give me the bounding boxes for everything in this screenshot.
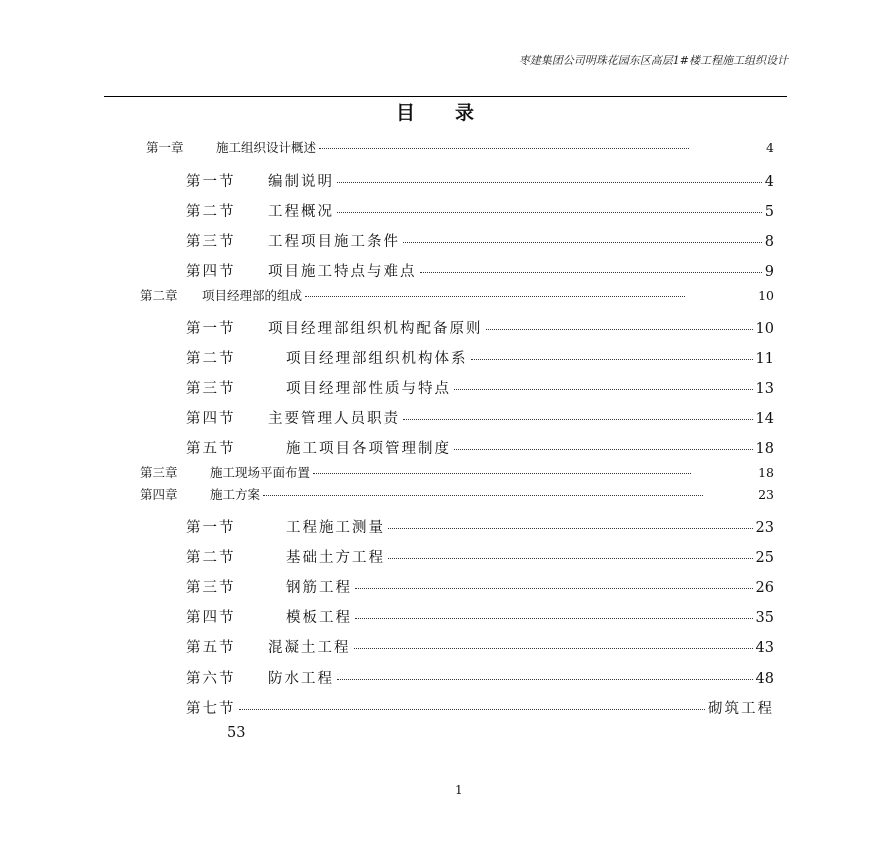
leader-dots xyxy=(319,148,689,149)
toc-section[interactable] xyxy=(186,317,774,338)
section-title: 混凝土工程 xyxy=(268,640,351,656)
section-title: 工程项目施工条件 xyxy=(268,234,400,250)
section-number: 第三节 xyxy=(186,381,236,397)
page-ref: 11 xyxy=(755,351,774,367)
toc-section[interactable] xyxy=(186,347,774,368)
toc-section[interactable] xyxy=(186,667,774,688)
leader-dots xyxy=(354,648,753,649)
page-ref: 5 xyxy=(764,204,774,220)
toc-section[interactable] xyxy=(186,407,774,428)
section-title: 钢筋工程 xyxy=(286,580,352,596)
toc-chapter-1[interactable] xyxy=(146,138,774,156)
leader-dots xyxy=(420,272,762,273)
toc-section[interactable] xyxy=(186,697,774,718)
section-number: 第二节 xyxy=(186,351,236,367)
chapter-number: 第一章 xyxy=(146,140,184,155)
section-title: 工程施工测量 xyxy=(286,520,385,536)
section-title: 施工项目各项管理制度 xyxy=(286,441,451,457)
leader-dots xyxy=(355,588,753,589)
chapter-number: 第二章 xyxy=(140,288,178,303)
section-title: 主要管理人员职责 xyxy=(268,411,400,427)
section-title: 砌筑工程 xyxy=(708,701,774,717)
page-ref: 4 xyxy=(764,174,774,190)
leader-dots xyxy=(403,419,753,420)
page-ref: 43 xyxy=(755,640,774,656)
page-ref: 18 xyxy=(758,465,774,480)
section-title: 基础土方工程 xyxy=(286,550,385,566)
toc-section[interactable] xyxy=(186,606,774,627)
chapter-number: 第四章 xyxy=(140,487,178,502)
leader-dots xyxy=(388,528,753,529)
chapter-title: 施工方案 xyxy=(210,487,261,502)
leader-dots xyxy=(337,679,753,680)
toc-title: 目录 xyxy=(395,102,514,124)
leader-dots xyxy=(305,296,685,297)
section-title: 项目施工特点与难点 xyxy=(268,264,417,280)
page-ref: 8 xyxy=(764,234,774,250)
toc-section[interactable] xyxy=(186,636,774,657)
page-ref: 26 xyxy=(755,580,774,596)
toc-section[interactable] xyxy=(186,200,774,221)
chapter-number: 第三章 xyxy=(140,465,178,480)
leader-dots xyxy=(454,389,753,390)
toc-section[interactable] xyxy=(186,230,774,251)
section-number: 第四节 xyxy=(186,610,236,626)
section-number: 第六节 xyxy=(186,671,236,687)
leader-dots xyxy=(388,558,753,559)
toc-section[interactable] xyxy=(186,260,774,281)
chapter-title: 施工组织设计概述 xyxy=(216,140,317,155)
section-number: 第四节 xyxy=(186,264,236,280)
page-ref: 35 xyxy=(755,610,774,626)
page-ref: 14 xyxy=(755,411,774,427)
section-number: 第二节 xyxy=(186,550,236,566)
leader-dots xyxy=(355,618,753,619)
leader-dots xyxy=(454,449,753,450)
toc-section[interactable] xyxy=(186,437,774,458)
section-number: 第三节 xyxy=(186,580,236,596)
toc-section[interactable] xyxy=(186,576,774,597)
page-ref: 10 xyxy=(758,288,774,303)
leader-dots xyxy=(337,212,762,213)
page-ref: 23 xyxy=(755,520,774,536)
section-title: 项目经理部组织机构体系 xyxy=(286,351,468,367)
page-ref: 10 xyxy=(755,321,774,337)
page-ref: 48 xyxy=(755,671,774,687)
page-ref: 23 xyxy=(758,487,774,502)
section-title: 防水工程 xyxy=(268,671,334,687)
toc-section[interactable] xyxy=(186,546,774,567)
section-number: 第一节 xyxy=(186,174,236,190)
section-title: 项目经理部性质与特点 xyxy=(286,381,451,397)
toc-chapter-4[interactable] xyxy=(140,485,774,503)
section-title: 模板工程 xyxy=(286,610,352,626)
section-title: 编制说明 xyxy=(268,174,334,190)
toc-chapter-3[interactable] xyxy=(140,463,774,481)
leader-dots xyxy=(337,182,762,183)
leader-dots xyxy=(313,473,691,474)
page-ref: 18 xyxy=(755,441,774,457)
section-number: 第七节 xyxy=(186,701,236,717)
page-number: 1 xyxy=(455,783,463,797)
section-number: 第一节 xyxy=(186,321,236,337)
section-number: 第五节 xyxy=(186,441,236,457)
leader-dots xyxy=(239,709,706,710)
section-title: 工程概况 xyxy=(268,204,334,220)
section-number: 第一节 xyxy=(186,520,236,536)
leader-dots xyxy=(471,359,753,360)
section-number: 第三节 xyxy=(186,234,236,250)
toc-section[interactable] xyxy=(186,516,774,537)
leader-dots xyxy=(486,329,753,330)
page-header-text: 枣建集团公司明珠花园东区高层1#楼工程施工组织设计 xyxy=(518,54,788,67)
chapter-title: 项目经理部的组成 xyxy=(202,288,303,303)
toc-section[interactable] xyxy=(186,170,774,191)
section-title: 项目经理部组织机构配备原则 xyxy=(268,321,483,337)
page-ref: 9 xyxy=(764,264,774,280)
chapter-title: 施工现场平面布置 xyxy=(210,465,311,480)
page-ref: 4 xyxy=(766,140,774,155)
leader-dots xyxy=(403,242,762,243)
leader-dots xyxy=(263,495,703,496)
section-number: 第二节 xyxy=(186,204,236,220)
toc-chapter-2[interactable] xyxy=(140,286,774,304)
page-ref: 25 xyxy=(755,550,774,566)
page-ref: 53 xyxy=(227,725,246,741)
header-rule xyxy=(104,96,787,97)
page-ref: 13 xyxy=(755,381,774,397)
section-number: 第五节 xyxy=(186,640,236,656)
toc-section[interactable] xyxy=(186,377,774,398)
section-number: 第四节 xyxy=(186,411,236,427)
